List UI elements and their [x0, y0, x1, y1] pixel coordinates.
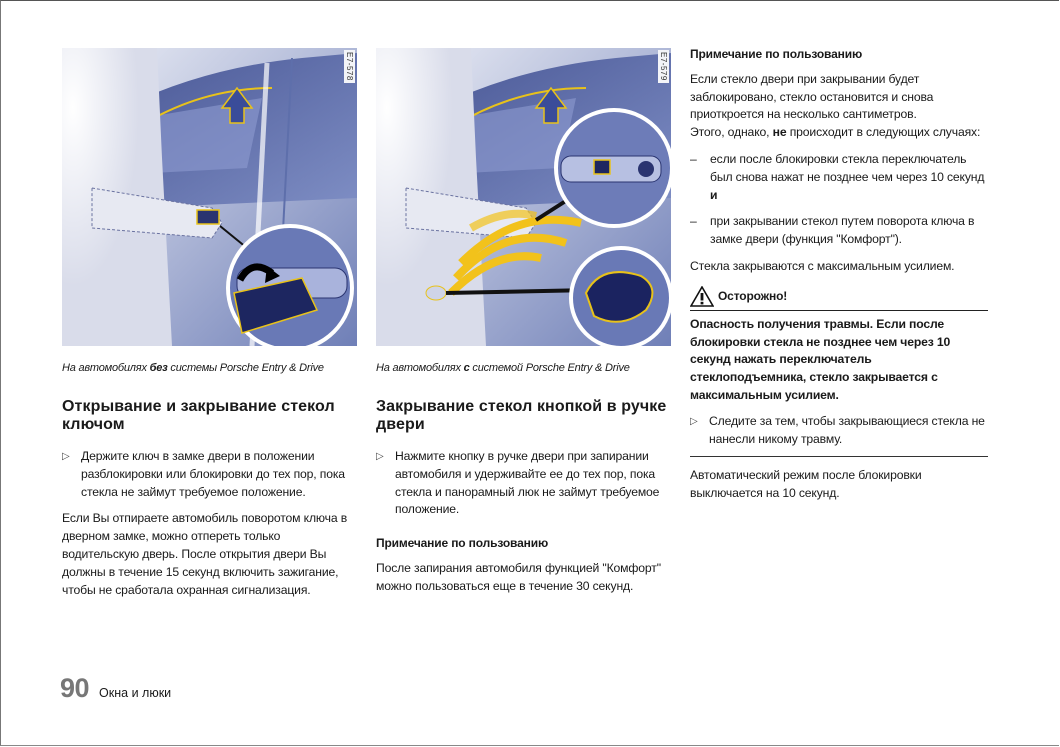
chapter-title: Окна и люки [99, 686, 172, 700]
figure-key-operation [62, 48, 357, 346]
instruction-bullet: ▷ Нажмите кнопку в ручке двери при запирании автомобиля и удерживайте ее до тех пор, пока стекла и панорамный люк не займут требуемое положение. [376, 449, 660, 517]
note-title: Примечание по пользованию [690, 47, 863, 61]
instruction-bullet: ▷ Держите ключ в замке двери в положении разблокировки или блокировки до тех пор, пока стекла не займут требуемое положение. [62, 449, 345, 499]
warning-title: Осторожно! [718, 288, 788, 303]
page-number: 90 [60, 673, 90, 703]
triangle-bullet-icon: ▷ [690, 415, 698, 427]
divider [690, 456, 988, 457]
section-heading: Закрывание стекол кнопкой в ручке двери [376, 398, 667, 433]
dash-marker: – [690, 151, 697, 166]
warning-header [690, 286, 988, 311]
instruction-bullet: ▷ Следите за тем, чтобы закрывающиеся стекла не нанесли никому травму. [690, 413, 985, 446]
paragraph: Если Вы отпираете автомобиль поворотом ключа в дверном замке, можно отпереть только водительскую дверь. После открытия двери Вы должны в течение 15 секунд включить зажигание, чтобы не сработала охранная сигнализация. [62, 511, 348, 597]
note-text: После запирания автомобиля функцией "Комфорт" можно пользоваться еще в течение 30 секунд. [376, 560, 661, 593]
warning-triangle-icon [690, 286, 714, 307]
section-heading: Открывание и закрывание стекол ключом [62, 398, 335, 433]
dash-marker: – [690, 214, 697, 229]
case-item: – если после блокировки стекла переключатель был снова нажат не позднее чем через 10 секунд и [690, 151, 985, 202]
paragraph: Стекла закрываются с максимальным усилием. [690, 258, 955, 273]
column-1-body [62, 448, 357, 599]
figure-button-operation [376, 48, 671, 346]
case-item: – при закрывании стекол путем поворота ключа в замке двери (функция "Комфорт"). [690, 214, 975, 247]
triangle-bullet-icon: ▷ [376, 451, 384, 462]
illustration-handle-button [376, 48, 671, 346]
figure-code: E7-578 [345, 52, 354, 81]
page-footer [60, 673, 171, 704]
figure-code: E7-579 [659, 52, 668, 81]
figure-caption: На автомобилях без системы Porsche Entry & Drive [62, 362, 324, 374]
column-2-body [376, 448, 671, 596]
illustration-key-in-lock [62, 48, 357, 346]
paragraph: Автоматический режим после блокировки выключается на 10 секунд. [690, 468, 922, 501]
note-title: Примечание по пользованию [376, 536, 549, 551]
triangle-bullet-icon: ▷ [62, 451, 70, 462]
warning-text: Опасность получения травмы. Если после блокировки стекла не позднее чем через 10 секунд нажать переключатель стеклоподъемника, стекло закрывается с максимальным усилием. [690, 316, 951, 402]
paragraph: Если стекло двери при закрывании будет заблокировано, стекло остановится и снова приоткроется на несколько сантиметров. Этого, однако, не происходит в следующих случаях: [690, 71, 981, 140]
figure-caption: На автомобилях с системой Porsche Entry & Drive [376, 362, 630, 374]
column-3-body [690, 46, 988, 503]
